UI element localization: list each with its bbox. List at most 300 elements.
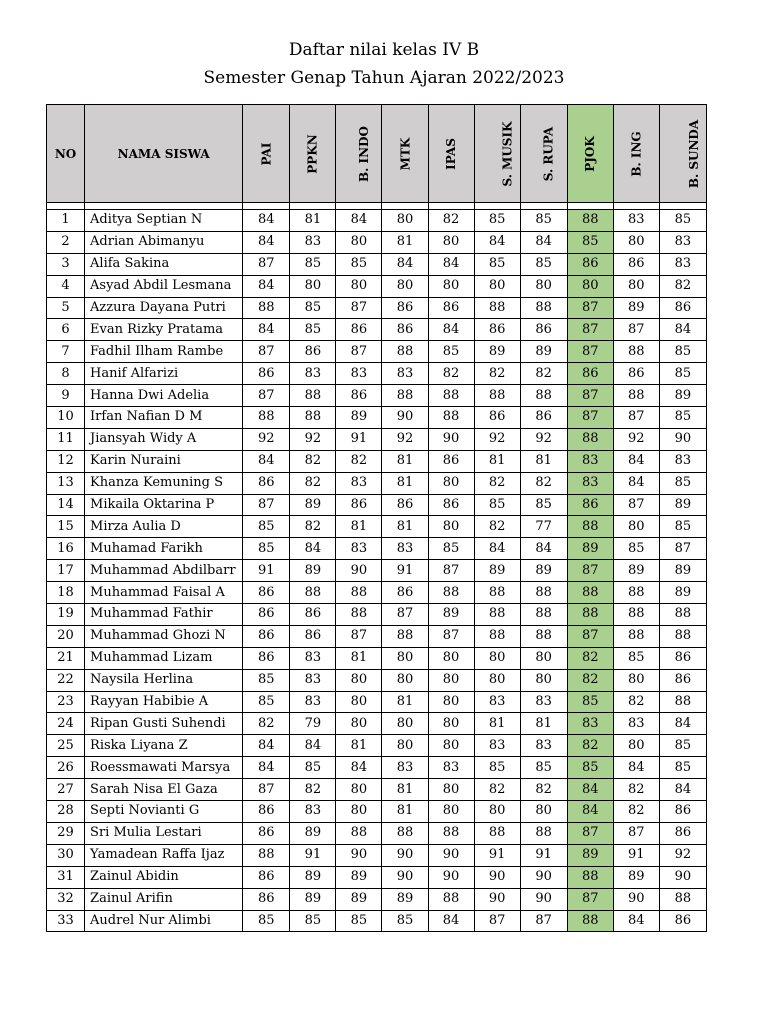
score-cell: 84 [382,253,428,275]
table-row [47,691,707,713]
score-cell: 92 [382,428,428,450]
score-cell: 88 [428,582,474,604]
score-cell: 80 [428,691,474,713]
header-ipas [428,105,474,203]
score-cell: 86 [474,319,520,341]
score-cell: 83 [290,363,336,385]
score-cell: 85 [336,910,382,932]
score-cell: 87 [428,625,474,647]
score-cell: 85 [474,494,520,516]
score-cell: 80 [520,275,567,297]
score-cell: 82 [428,210,474,232]
score-cell: 83 [659,231,706,253]
score-cell: 89 [567,844,613,866]
score-cell: 88 [659,604,706,626]
row-number: 17 [47,560,85,582]
student-name: Aditya Septian N [85,210,243,232]
student-name: Evan Rizky Pratama [85,319,243,341]
student-name: Muhammad Lizam [85,647,243,669]
score-cell: 90 [474,866,520,888]
row-number: 11 [47,428,85,450]
score-cell: 79 [290,713,336,735]
row-number: 32 [47,888,85,910]
score-cell: 82 [290,472,336,494]
student-name: Fadhil Ilham Rambe [85,341,243,363]
score-cell: 77 [520,516,567,538]
score-cell: 92 [613,428,659,450]
score-cell: 92 [290,428,336,450]
score-cell: 88 [474,604,520,626]
score-cell: 86 [243,801,290,823]
student-name: Mikaila Oktarina P [85,494,243,516]
header-mtk-label: MTK [398,137,412,170]
score-cell: 85 [474,253,520,275]
score-cell: 85 [243,691,290,713]
header-ppkn [290,105,336,203]
score-cell: 81 [382,472,428,494]
score-cell: 86 [243,604,290,626]
score-cell: 89 [613,560,659,582]
score-cell: 85 [290,253,336,275]
score-cell: 90 [520,888,567,910]
table-row [47,669,707,691]
table-row [47,450,707,472]
score-cell: 88 [336,822,382,844]
score-cell: 87 [613,494,659,516]
score-cell: 80 [474,669,520,691]
table-row [47,297,707,319]
score-cell: 82 [290,779,336,801]
score-cell: 81 [382,516,428,538]
score-cell: 92 [520,428,567,450]
score-cell: 81 [382,801,428,823]
score-cell: 82 [243,713,290,735]
score-cell: 87 [567,560,613,582]
score-cell: 88 [336,604,382,626]
score-cell: 85 [659,363,706,385]
score-cell: 90 [382,866,428,888]
score-cell: 80 [474,647,520,669]
score-cell: 90 [428,866,474,888]
score-cell: 86 [336,385,382,407]
student-name: Muhammad Abdilbarr [85,560,243,582]
score-cell: 88 [428,407,474,429]
score-cell: 87 [336,625,382,647]
row-number: 5 [47,297,85,319]
student-name: Muhammad Faisal A [85,582,243,604]
document-title: Daftar nilai kelas IV B [288,40,480,60]
score-cell: 86 [243,822,290,844]
score-cell: 80 [336,691,382,713]
score-cell: 86 [659,822,706,844]
score-cell: 82 [520,472,567,494]
score-cell: 84 [243,231,290,253]
header-gap-row [47,203,707,210]
score-cell: 87 [567,625,613,647]
score-cell: 89 [613,297,659,319]
score-cell: 84 [336,210,382,232]
table-row [47,407,707,429]
score-cell: 80 [290,275,336,297]
score-cell: 86 [567,363,613,385]
row-number: 29 [47,822,85,844]
score-cell: 80 [428,647,474,669]
row-number: 3 [47,253,85,275]
score-cell: 84 [567,779,613,801]
score-cell: 90 [520,866,567,888]
score-cell: 86 [659,910,706,932]
student-name: Yamadean Raffa Ijaz [85,844,243,866]
student-name: Zainul Abidin [85,866,243,888]
score-cell: 82 [474,516,520,538]
student-name: Karin Nuraini [85,450,243,472]
table-row [47,866,707,888]
score-cell: 83 [613,713,659,735]
score-cell: 82 [567,669,613,691]
score-cell: 86 [428,494,474,516]
score-cell: 83 [290,669,336,691]
score-cell: 86 [659,297,706,319]
score-cell: 86 [243,888,290,910]
score-cell: 87 [243,779,290,801]
student-name: Zainul Arifin [85,888,243,910]
score-cell: 88 [520,604,567,626]
score-cell: 80 [428,713,474,735]
header-bing [613,105,659,203]
student-name: Naysila Herlina [85,669,243,691]
score-cell: 88 [613,385,659,407]
score-cell: 83 [659,450,706,472]
student-name: Roessmawati Marsya [85,757,243,779]
table-row [47,516,707,538]
score-cell: 86 [336,494,382,516]
score-cell: 89 [336,407,382,429]
score-cell: 84 [243,275,290,297]
score-cell: 82 [290,516,336,538]
row-number: 10 [47,407,85,429]
score-cell: 82 [474,779,520,801]
row-number: 13 [47,472,85,494]
score-cell: 80 [336,669,382,691]
score-cell: 84 [243,450,290,472]
score-cell: 86 [243,625,290,647]
table-row [47,538,707,560]
student-name: Riska Liyana Z [85,735,243,757]
score-cell: 88 [567,910,613,932]
score-cell: 86 [382,319,428,341]
score-cell: 85 [613,647,659,669]
score-cell: 84 [520,231,567,253]
score-cell: 82 [613,691,659,713]
score-cell: 88 [613,604,659,626]
score-cell: 85 [659,407,706,429]
score-cell: 85 [243,669,290,691]
score-cell: 84 [428,253,474,275]
table-row [47,844,707,866]
score-cell: 88 [243,297,290,319]
score-cell: 80 [382,669,428,691]
score-cell: 84 [243,319,290,341]
score-cell: 90 [336,844,382,866]
table-row [47,822,707,844]
score-cell: 85 [659,472,706,494]
score-cell: 90 [382,407,428,429]
student-name: Irfan Nafian D M [85,407,243,429]
score-cell: 85 [336,253,382,275]
score-cell: 87 [243,341,290,363]
table-row [47,801,707,823]
score-cell: 80 [336,779,382,801]
score-cell: 87 [567,888,613,910]
table-row [47,428,707,450]
score-cell: 86 [520,407,567,429]
row-number: 1 [47,210,85,232]
score-cell: 80 [613,275,659,297]
score-cell: 90 [474,888,520,910]
score-cell: 87 [567,822,613,844]
score-cell: 91 [243,560,290,582]
score-cell: 87 [428,560,474,582]
score-cell: 81 [520,713,567,735]
header-bing-label: B. ING [629,130,644,177]
score-cell: 90 [428,428,474,450]
student-name: Asyad Abdil Lesmana [85,275,243,297]
score-cell: 88 [290,385,336,407]
score-cell: 81 [382,691,428,713]
score-cell: 83 [613,210,659,232]
student-name: Rayyan Habibie A [85,691,243,713]
score-cell: 84 [520,538,567,560]
score-cell: 88 [520,822,567,844]
score-cell: 82 [474,363,520,385]
score-cell: 88 [474,297,520,319]
score-cell: 86 [428,450,474,472]
score-cell: 88 [336,582,382,604]
table-row [47,253,707,275]
score-cell: 89 [290,494,336,516]
score-cell: 89 [290,560,336,582]
score-cell: 81 [382,779,428,801]
table-row [47,472,707,494]
score-cell: 87 [336,297,382,319]
score-cell: 81 [382,231,428,253]
score-cell: 85 [613,538,659,560]
score-cell: 88 [567,866,613,888]
score-cell: 85 [520,210,567,232]
student-name: Khanza Kemuning S [85,472,243,494]
score-cell: 83 [290,801,336,823]
score-cell: 80 [336,275,382,297]
score-cell: 89 [520,560,567,582]
header-smusik [474,105,520,203]
row-number: 21 [47,647,85,669]
table-row [47,910,707,932]
score-cell: 80 [428,779,474,801]
score-cell: 88 [382,341,428,363]
score-cell: 91 [336,428,382,450]
row-number: 23 [47,691,85,713]
row-number: 28 [47,801,85,823]
score-cell: 88 [474,582,520,604]
score-cell: 88 [290,407,336,429]
score-cell: 80 [613,669,659,691]
score-cell: 80 [428,231,474,253]
score-cell: 85 [520,253,567,275]
score-cell: 81 [474,713,520,735]
row-number: 6 [47,319,85,341]
score-cell: 85 [659,210,706,232]
score-cell: 88 [659,888,706,910]
score-cell: 90 [659,866,706,888]
table-row [47,210,707,232]
row-number: 9 [47,385,85,407]
header-bindo-label: B. INDO [357,125,372,182]
score-cell: 85 [290,319,336,341]
score-cell: 87 [243,494,290,516]
score-cell: 83 [567,713,613,735]
score-cell: 85 [474,757,520,779]
score-cell: 80 [382,275,428,297]
student-name: Hanna Dwi Adelia [85,385,243,407]
row-number: 30 [47,844,85,866]
score-cell: 85 [659,757,706,779]
score-cell: 80 [567,275,613,297]
score-cell: 83 [336,538,382,560]
score-cell: 80 [382,735,428,757]
score-cell: 80 [474,801,520,823]
score-cell: 85 [659,341,706,363]
student-name: Muhammad Fathir [85,604,243,626]
score-cell: 80 [613,231,659,253]
header-mtk [382,105,428,203]
score-cell: 86 [567,494,613,516]
score-cell: 83 [567,450,613,472]
score-cell: 84 [243,757,290,779]
score-cell: 88 [428,822,474,844]
student-name: Sri Mulia Lestari [85,822,243,844]
score-cell: 80 [336,231,382,253]
score-cell: 89 [520,341,567,363]
score-cell: 84 [243,735,290,757]
score-cell: 87 [567,297,613,319]
score-cell: 83 [382,363,428,385]
score-cell: 88 [243,844,290,866]
row-number: 33 [47,910,85,932]
student-name: Mirza Aulia D [85,516,243,538]
table-row [47,604,707,626]
row-number: 14 [47,494,85,516]
table-row [47,582,707,604]
score-cell: 81 [336,647,382,669]
score-cell: 85 [382,910,428,932]
score-cell: 89 [290,866,336,888]
row-number: 19 [47,604,85,626]
score-cell: 85 [290,910,336,932]
score-cell: 84 [428,319,474,341]
score-cell: 84 [290,538,336,560]
score-cell: 89 [613,866,659,888]
header-smusik-label: S. MUSIK [500,120,515,187]
score-cell: 80 [474,275,520,297]
score-cell: 89 [567,538,613,560]
table-row [47,275,707,297]
score-cell: 88 [659,691,706,713]
score-cell: 86 [613,363,659,385]
score-cell: 80 [428,801,474,823]
score-cell: 86 [336,319,382,341]
score-cell: 91 [474,844,520,866]
score-cell: 85 [659,735,706,757]
score-cell: 82 [567,735,613,757]
student-name: Sarah Nisa El Gaza [85,779,243,801]
score-cell: 85 [567,231,613,253]
score-cell: 80 [428,275,474,297]
table-row [47,647,707,669]
grades-table [46,104,707,932]
score-cell: 82 [336,450,382,472]
header-name: NAMA SISWA [85,105,243,203]
score-cell: 83 [520,735,567,757]
student-name: Ripan Gusti Suhendi [85,713,243,735]
score-cell: 84 [290,735,336,757]
score-cell: 88 [613,341,659,363]
score-cell: 82 [659,275,706,297]
score-cell: 92 [474,428,520,450]
score-cell: 82 [613,779,659,801]
score-cell: 90 [382,844,428,866]
score-cell: 87 [613,822,659,844]
score-cell: 91 [382,560,428,582]
student-name: Septi Novianti G [85,801,243,823]
score-cell: 80 [428,735,474,757]
row-number: 20 [47,625,85,647]
score-cell: 86 [382,494,428,516]
score-cell: 83 [474,735,520,757]
header-srupa [520,105,567,203]
score-cell: 88 [567,516,613,538]
score-cell: 82 [567,647,613,669]
score-cell: 83 [290,231,336,253]
score-cell: 84 [567,801,613,823]
score-cell: 85 [290,297,336,319]
student-name: Jiansyah Widy A [85,428,243,450]
score-cell: 86 [382,582,428,604]
score-cell: 80 [613,516,659,538]
score-cell: 87 [243,385,290,407]
score-cell: 89 [336,888,382,910]
table-row [47,363,707,385]
score-cell: 89 [474,341,520,363]
score-cell: 85 [243,516,290,538]
row-number: 2 [47,231,85,253]
row-number: 8 [47,363,85,385]
student-name: Alifa Sakina [85,253,243,275]
score-cell: 86 [290,604,336,626]
header-srupa-label: S. RUPA [540,126,555,181]
score-cell: 85 [474,210,520,232]
row-number: 18 [47,582,85,604]
score-cell: 88 [659,625,706,647]
header-row [47,105,707,203]
score-cell: 82 [520,779,567,801]
score-cell: 83 [336,472,382,494]
score-cell: 92 [243,428,290,450]
score-cell: 88 [428,385,474,407]
score-cell: 80 [520,669,567,691]
score-cell: 90 [428,844,474,866]
score-cell: 86 [290,341,336,363]
score-cell: 88 [474,625,520,647]
